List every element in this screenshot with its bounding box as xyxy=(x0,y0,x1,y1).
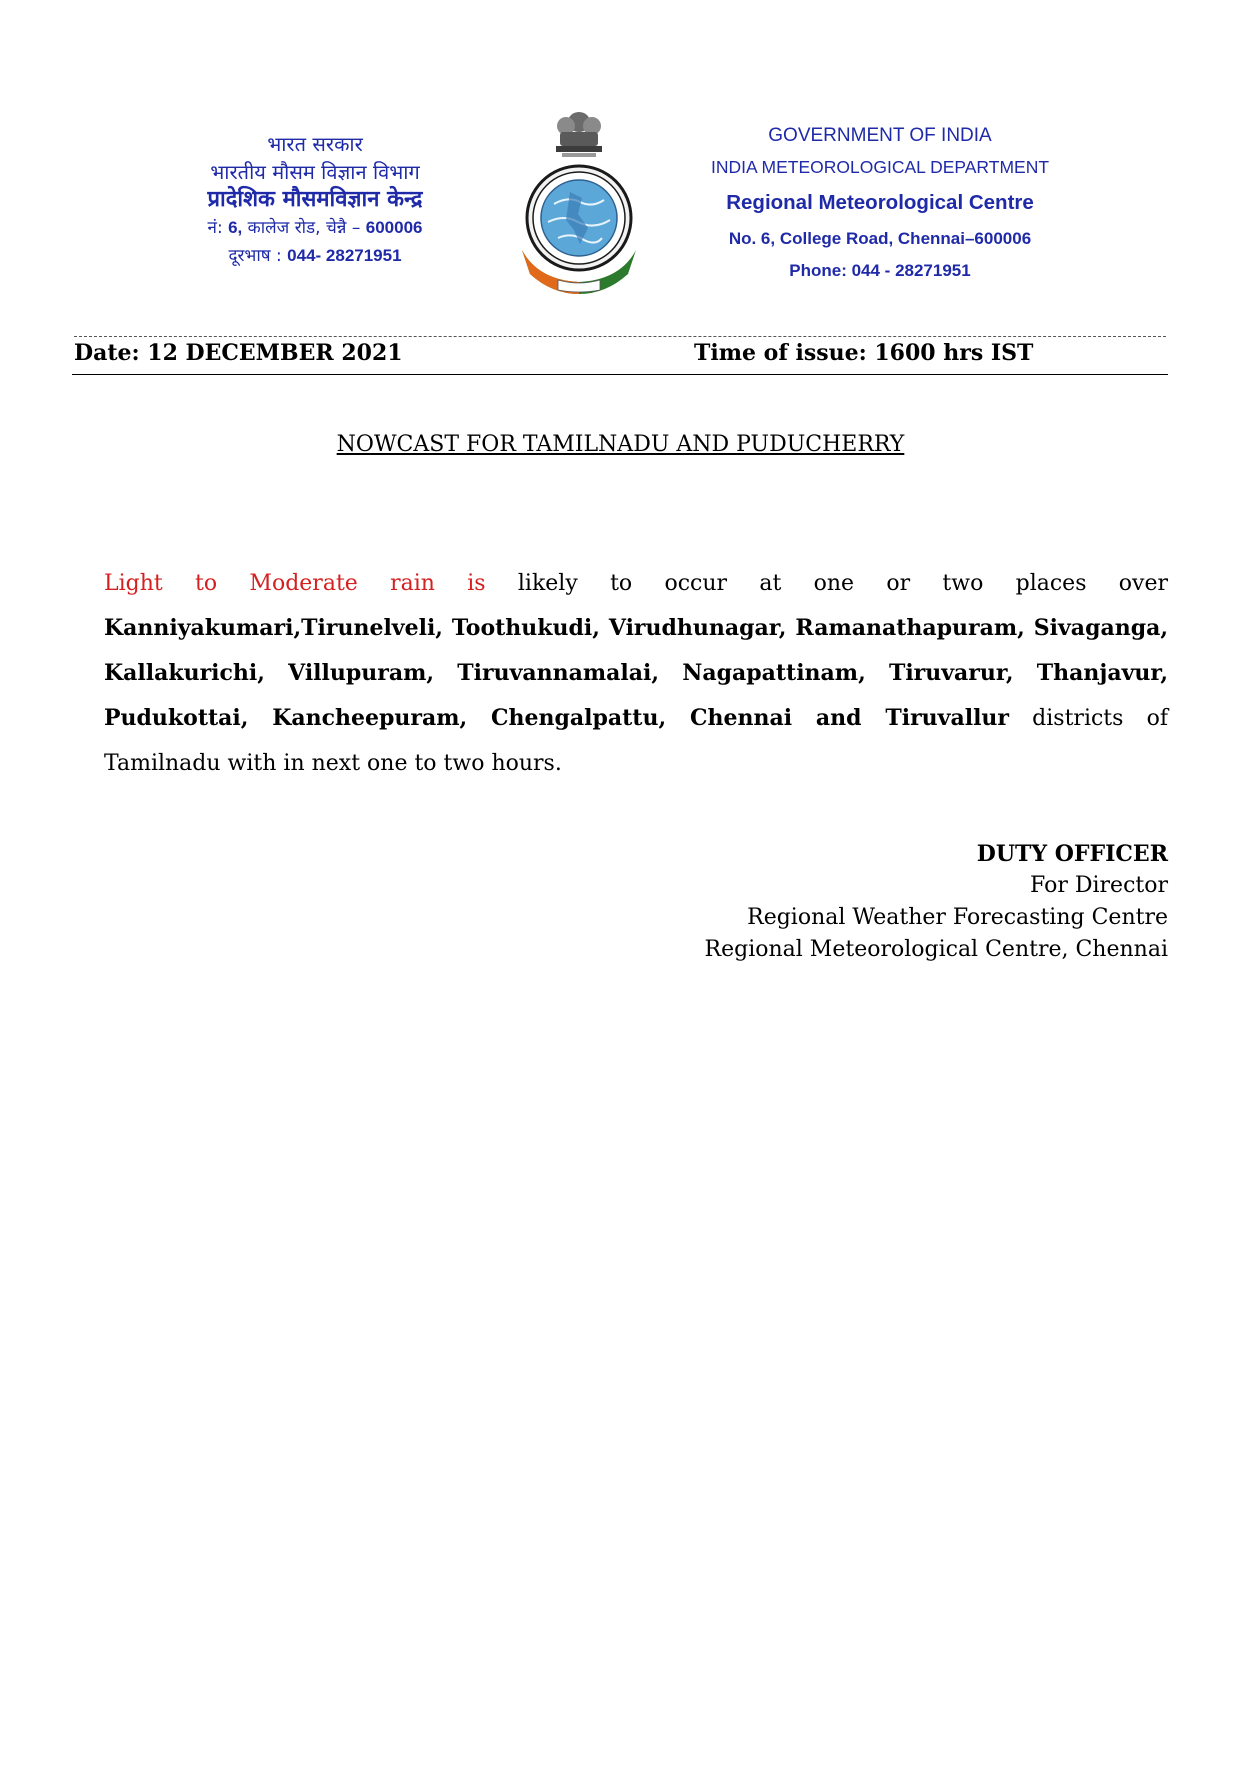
hindi-address xyxy=(150,214,480,242)
hindi-line-3: प्रादेशिक मौसमविज्ञान केन्द्र xyxy=(207,187,423,212)
hindi-line-1: भारत सरकार xyxy=(267,132,363,156)
english-address: No. 6, College Road, Chennai–600006 xyxy=(728,229,1032,248)
hindi-phone-number: 044- 28271951 xyxy=(287,246,402,265)
hindi-phone xyxy=(150,242,480,270)
issue-date: Date: 12 DECEMBER 2021 xyxy=(74,340,403,366)
hindi-address-number: 6, xyxy=(228,218,243,237)
hindi-line-2: भारतीय मौसम विज्ञान विभाग xyxy=(210,160,420,184)
lion-capital-icon xyxy=(556,112,602,157)
english-phone: Phone: 044 - 28271951 xyxy=(789,261,971,280)
document-title: NOWCAST FOR TAMILNADU AND PUDUCHERRY xyxy=(336,432,905,457)
solid-divider xyxy=(72,374,1168,375)
hindi-address-prefix: नं: xyxy=(207,218,229,238)
issue-time: Time of issue: 1600 hrs IST xyxy=(694,340,1034,366)
rain-highlight: Light to Moderate rain is xyxy=(104,571,486,596)
english-line-1: GOVERNMENT OF INDIA xyxy=(768,125,992,146)
hindi-address-pin: 600006 xyxy=(365,218,423,237)
signature-line-4: Regional Meteorological Centre, Chennai xyxy=(704,937,1168,962)
date-row xyxy=(74,340,1168,372)
hindi-address-mid: कालेज रोड, चेन्नै – xyxy=(242,218,366,238)
signature-line-3: Regional Weather Forecasting Centre xyxy=(747,905,1168,930)
header-english xyxy=(680,122,1080,286)
signature-line-2: For Director xyxy=(1030,873,1168,898)
nowcast-paragraph xyxy=(104,561,1168,786)
header-hindi xyxy=(150,130,480,270)
body-text-2: districts of Tamilnadu with in next one to two hours. xyxy=(104,706,1168,776)
english-line-3: Regional Meteorological Centre xyxy=(726,191,1034,214)
dashed-divider xyxy=(74,336,1166,337)
signature-block xyxy=(600,838,1168,966)
signature-title: DUTY OFFICER xyxy=(976,841,1168,867)
district-list: Kanniyakumari,Tirunelveli, Toothukudi, Virudhunagar, Ramanathapuram, Sivaganga, Kallakurichi, Villupuram, Tiruvannamalai, Nagapattinam, Tiruvarur, Thanjavur, Pudukottai, Kancheepuram, Chengalpattu, Chennai and Tiruvallur xyxy=(104,615,1168,731)
english-line-2: INDIA METEOROLOGICAL DEPARTMENT xyxy=(710,157,1050,177)
imd-emblem-logo xyxy=(518,104,640,294)
hindi-phone-prefix: दूरभाष : xyxy=(228,246,288,266)
body-text-1: likely to occur at one or two places over xyxy=(485,571,1168,596)
